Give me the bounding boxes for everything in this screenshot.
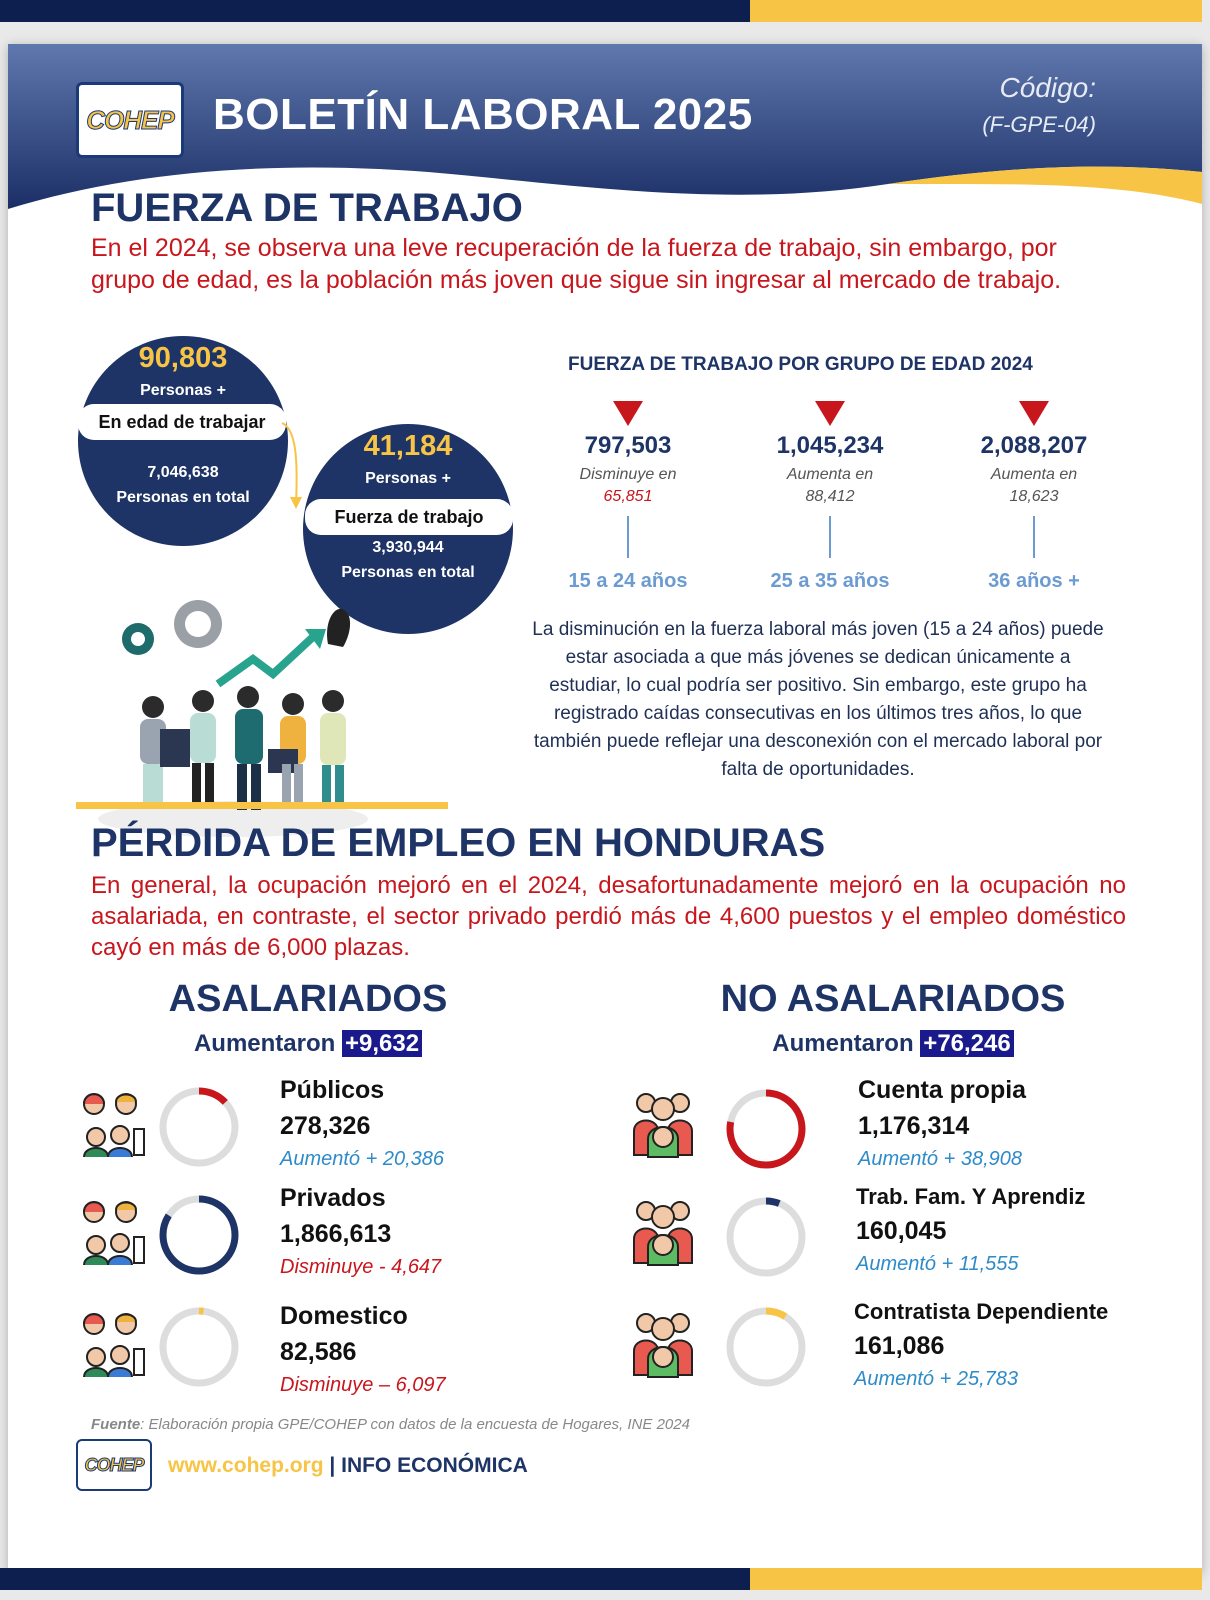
cat-value: 1,866,613 [280,1220,392,1248]
team-icon [628,1089,698,1159]
age-desc: Aumenta en [990,466,1078,483]
fuerza-total: 3,930,944 [372,539,444,556]
workers-group-icon [76,1309,146,1379]
age-connector [1033,516,1035,558]
donut-domestico [156,1304,242,1390]
age-change: 88,412 [805,488,855,505]
fuerza-title: FUERZA DE TRABAJO [91,186,523,230]
fuerza-pill: Fuerza de trabajo [305,499,513,535]
asalariados-sub-label: Aumentaron [193,1030,336,1057]
source-note [91,1416,690,1433]
donut-trab-fam [723,1194,809,1280]
age-desc: Disminuye en [579,466,677,483]
cat-name: Domestico [280,1302,408,1330]
cat-change: Disminuye - 4,647 [280,1256,442,1278]
team-icon [628,1197,698,1267]
age-group-15-24 [528,401,728,593]
cat-change: Aumentó + 11,555 [856,1253,1019,1275]
top-bar-navy [0,0,750,22]
fuerza-number: 41,184 [363,430,453,462]
down-triangle-icon [613,401,643,426]
no-asalariados-sub-value: +76,246 [920,1030,1013,1057]
asalariados-subtitle [108,1030,508,1058]
bulletin-title: BOLETÍN LABORAL 2025 [213,90,753,139]
cat-name: Contratista Dependiente [854,1299,1109,1324]
team-icon [628,1309,698,1379]
source-label: Fuente [91,1416,141,1433]
donut-track [730,1201,802,1273]
cat-value: 160,045 [856,1217,947,1245]
source-text: : Elaboración propia GPE/COHEP con datos de la encuesta de Hogares, INE 2024 [140,1416,690,1433]
website-link[interactable]: www.cohep.org [168,1454,324,1477]
fuerza-persons: Personas + [365,470,451,487]
fuerza-intro: En el 2024, se observa una leve recuperación de la fuerza de trabajo, sin embargo, por grupo de edad, es la población más joven que sigue sin ingresar al mercado de trabajo. [91,234,1062,294]
fuerza-total-label: Personas en total [341,564,475,581]
workers-group-icon [76,1089,146,1159]
bottom-bar-gold [750,1568,1202,1590]
age-label: 15 a 24 años [568,570,688,592]
info-economica-link[interactable]: INFO ECONÓMICA [341,1454,528,1477]
edad-pill: En edad de trabajar [78,404,286,440]
workers-group-icon [76,1197,146,1267]
age-label: 25 a 35 años [770,570,890,592]
footer-links [168,1454,528,1478]
cat-value: 278,326 [280,1112,371,1140]
footer-logo [76,1439,152,1491]
donut-publicos [156,1084,242,1170]
cohep-logo [76,82,184,158]
donut-cuenta-propia [723,1086,809,1172]
age-label: 36 años + [988,570,1080,592]
codigo-value: (F-GPE-04) [982,112,1096,137]
footer-separator: | [323,1454,342,1477]
donut-track [730,1311,802,1383]
cat-name: Cuenta propia [858,1076,1027,1104]
bottom-bar-navy [0,1568,750,1590]
bulletin-card [8,44,1202,1572]
no-asalariados-subtitle [693,1030,1093,1058]
no-asalariados-title: NO ASALARIADOS [720,978,1066,1020]
age-connector [627,516,629,558]
perdida-title: PÉRDIDA DE EMPLEO EN HONDURAS [91,821,826,865]
no-asalariados-sub-label: Aumentaron [772,1030,914,1057]
donut-privados [156,1192,242,1278]
edad-number: 90,803 [138,342,228,374]
edad-total: 7,046,638 [147,464,219,481]
section-divider [76,802,448,809]
age-value: 2,088,207 [980,432,1088,459]
age-change: 65,851 [603,488,653,505]
edad-persons: Personas + [140,382,226,399]
cat-value: 82,586 [280,1338,357,1366]
footer-logo-text: COHEP [84,1454,144,1475]
top-bar-gold [750,0,1202,22]
age-note: La disminución en la fuerza laboral más joven (15 a 24 años) puede estar asociada a que más jóvenes se dedican únicamente a estudiar, lo cual podría ser positivo. Sin embargo, este grupo ha registrado caídas consecutivas en los últimos tres años, lo que también puede reflejar una desconexión con el mercado laboral por falta de oportunidades. [532,619,1104,780]
cat-change: Aumentó + 38,908 [858,1148,1023,1170]
codigo-label: Código: [999,72,1096,103]
down-triangle-icon [815,401,845,426]
age-desc: Aumenta en [786,466,874,483]
donut-contratista [723,1304,809,1390]
down-triangle-icon [1019,401,1049,426]
cat-value: 1,176,314 [858,1112,970,1140]
age-connector [829,516,831,558]
age-value: 797,503 [584,432,672,459]
age-value: 1,045,234 [776,432,884,459]
cat-name: Trab. Fam. Y Aprendiz [856,1184,1086,1209]
donut-track [163,1311,235,1383]
logo-text: COHEP [86,104,174,135]
age-group-25-35 [730,401,930,593]
cat-value: 161,086 [854,1332,945,1360]
cat-name: Públicos [280,1076,385,1104]
cat-name: Privados [280,1184,386,1212]
age-change: 18,623 [1009,488,1059,505]
age-chart-title: FUERZA DE TRABAJO POR GRUPO DE EDAD 2024 [568,354,1033,375]
perdida-intro: En general, la ocupación mejoró en el 2024, desafortunadamente mejoró en la ocupación no asalariada, en contraste, el sector privado perdió más de 4,600 puestos y el empleo doméstico cayó en más de 6,000 plazas. [91,872,1126,961]
edad-total-label: Personas en total [116,489,250,506]
asalariados-title: ASALARIADOS [168,978,448,1020]
asalariados-sub-value: +9,632 [342,1030,422,1057]
cat-change: Aumentó + 25,783 [854,1368,1019,1390]
age-group-36-plus [934,401,1134,593]
cat-change: Disminuye – 6,097 [280,1374,446,1396]
cat-change: Aumentó + 20,386 [280,1148,445,1170]
